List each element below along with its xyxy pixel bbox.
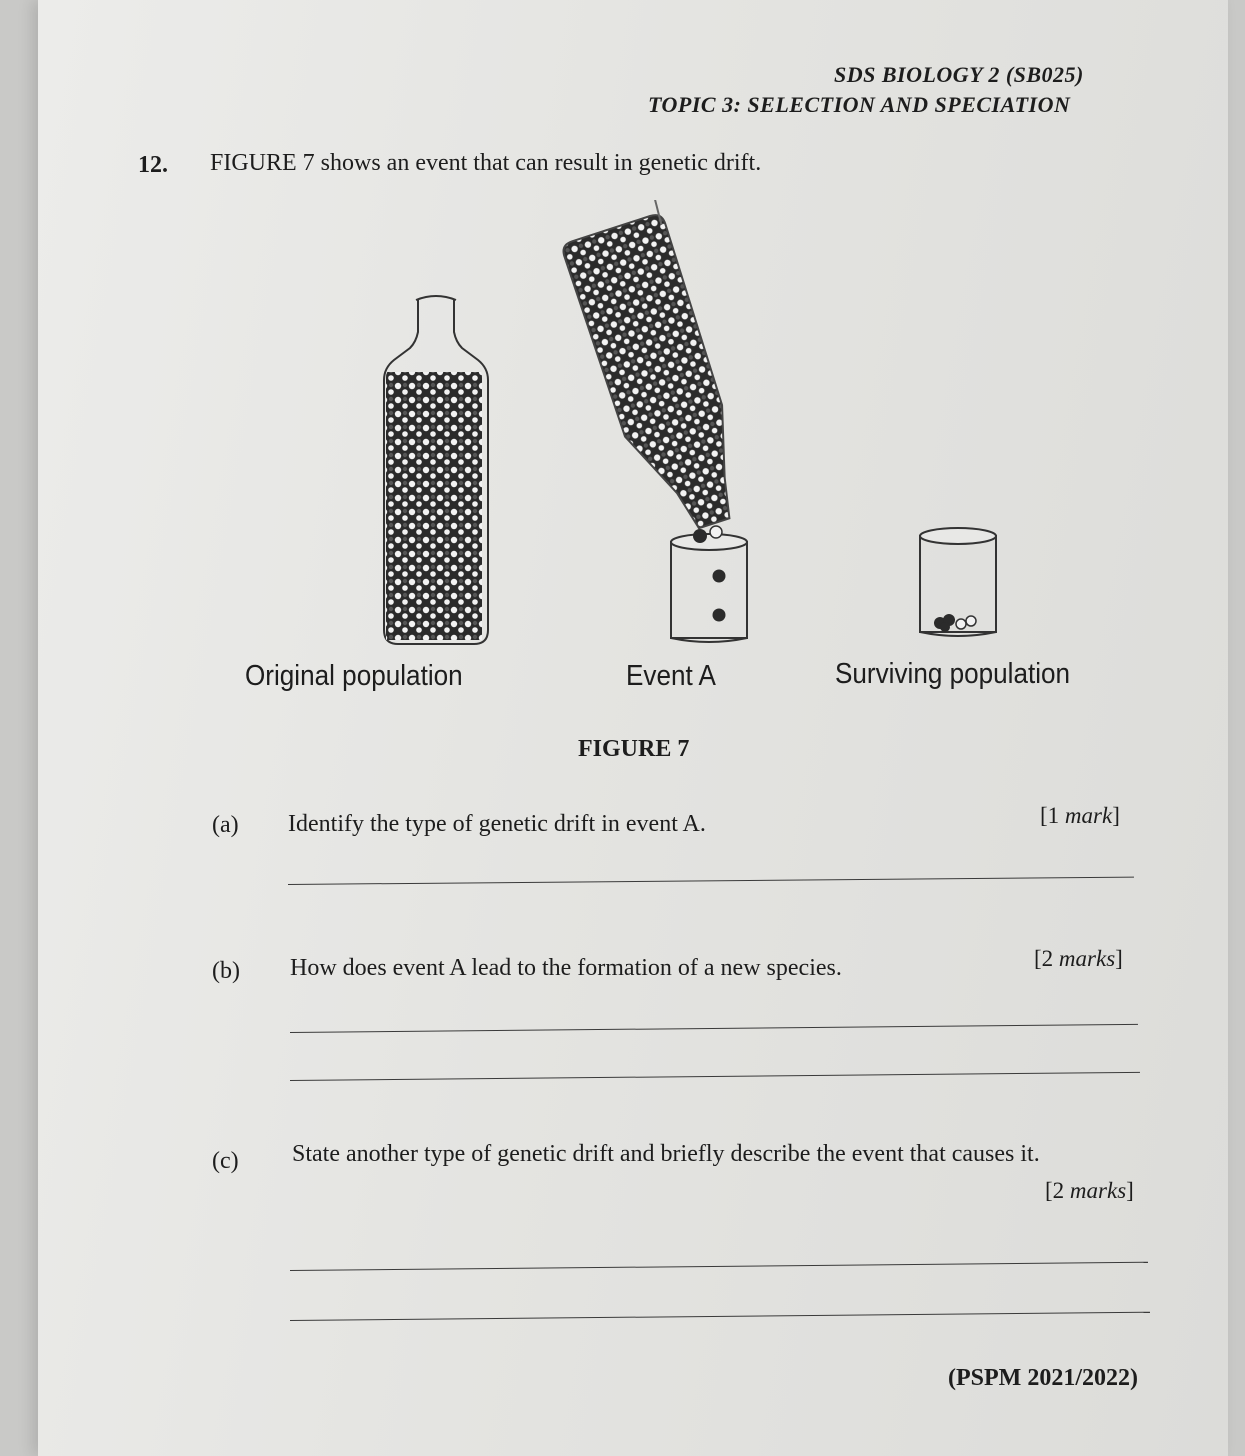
part-a-marks: [1 mark] bbox=[1040, 803, 1120, 828]
figure-7-illustration bbox=[338, 200, 1058, 660]
question-number: 12. bbox=[138, 152, 168, 178]
part-c-text: State another type of genetic drift and briefly describe the event that causes it. bbox=[292, 1141, 1040, 1167]
part-c-label: (c) bbox=[212, 1148, 239, 1174]
original-bottle bbox=[384, 296, 488, 644]
header-topic: TOPIC 3: SELECTION AND SPECIATION bbox=[648, 92, 1071, 117]
answer-line-c1[interactable] bbox=[290, 1262, 1148, 1271]
part-a-text: Identify the type of genetic drift in event A. bbox=[288, 811, 706, 837]
answer-line-a1[interactable] bbox=[288, 877, 1134, 885]
header-course: SDS BIOLOGY 2 (SB025) bbox=[834, 62, 1084, 87]
part-c-marks: [2 marks] bbox=[1045, 1178, 1134, 1203]
answer-line-c2[interactable] bbox=[290, 1312, 1150, 1321]
exam-page bbox=[38, 0, 1228, 1456]
part-b-marks: [2 marks] bbox=[1034, 946, 1123, 971]
surviving-beaker bbox=[920, 528, 996, 636]
label-surviving-population: Surviving population bbox=[835, 658, 1071, 690]
label-original-population: Original population bbox=[245, 660, 463, 692]
answer-line-b2[interactable] bbox=[290, 1072, 1140, 1081]
pouring-bottle bbox=[555, 200, 758, 542]
label-event-a: Event A bbox=[626, 660, 716, 692]
source-reference: (PSPM 2021/2022) bbox=[948, 1365, 1138, 1391]
event-a-beaker bbox=[671, 526, 747, 642]
part-a-label: (a) bbox=[212, 812, 239, 838]
question-stem: FIGURE 7 shows an event that can result in genetic drift. bbox=[210, 150, 762, 176]
part-b-text: How does event A lead to the formation of a new species. bbox=[290, 955, 842, 981]
figure-caption: FIGURE 7 bbox=[578, 736, 690, 762]
answer-line-b1[interactable] bbox=[290, 1024, 1138, 1033]
part-b-label: (b) bbox=[212, 958, 240, 984]
